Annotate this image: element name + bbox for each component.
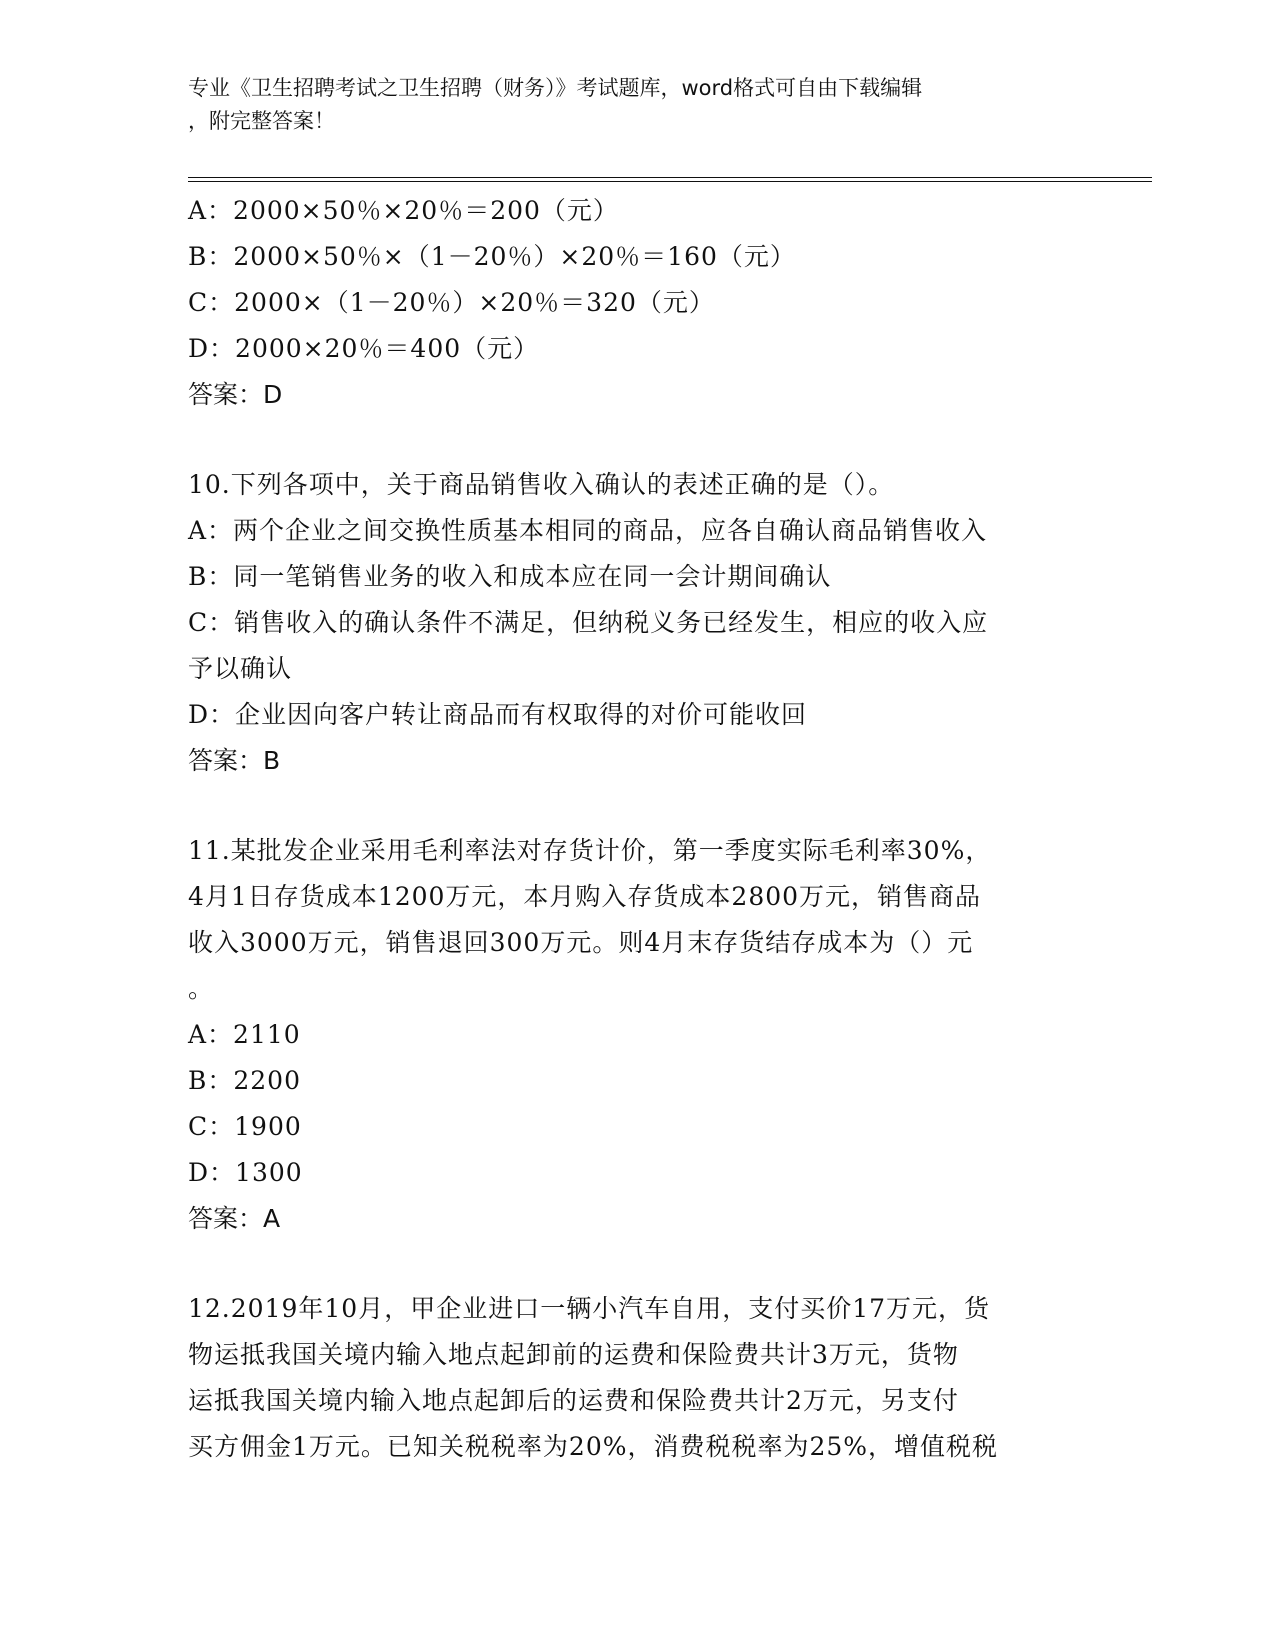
- header-line-1: 专业《卫生招聘考试之卫生招聘（财务）》考试题库，word格式可自由下载编辑: [188, 76, 923, 100]
- q9-option-c: C：2000×（1－20％）×20％＝320（元）: [188, 288, 715, 317]
- header-line-2: ，附完整答案！: [188, 109, 335, 133]
- q12-stem-line-1: 12.2019年10月，甲企业进口一辆小汽车自用，支付买价17万元，货: [188, 1294, 991, 1323]
- page-header: [188, 72, 1068, 138]
- q12-stem-line-3: 运抵我国关境内输入地点起卸后的运费和保险费共计2万元，另支付: [188, 1386, 959, 1415]
- q10-option-c-continued: 予以确认: [188, 654, 293, 683]
- q11-answer: 答案：A: [188, 1204, 281, 1233]
- q9-option-a: A：2000×50％×20％＝200（元）: [188, 196, 619, 225]
- question-11: [188, 828, 1088, 1242]
- q11-stem-line-3: 收入3000万元，销售退回300万元。则4月末存货结存成本为（）元: [188, 928, 974, 957]
- q10-option-d: D：企业因向客户转让商品而有权取得的对价可能收回: [188, 700, 808, 729]
- header-divider: [188, 177, 1152, 182]
- q11-stem-line-1: 11.某批发企业采用毛利率法对存货计价，第一季度实际毛利率30%，: [188, 836, 992, 865]
- q9-answer: 答案：D: [188, 380, 283, 409]
- q10-option-a: A：两个企业之间交换性质基本相同的商品，应各自确认商品销售收入: [188, 516, 988, 545]
- question-9: [188, 188, 1088, 418]
- question-list: [188, 188, 1088, 1470]
- q10-option-c: C：销售收入的确认条件不满足，但纳税义务已经发生，相应的收入应: [188, 608, 989, 637]
- q11-option-a: A：2110: [188, 1020, 301, 1049]
- q10-answer: 答案：B: [188, 746, 281, 775]
- q10-option-b: B：同一笔销售业务的收入和成本应在同一会计期间确认: [188, 562, 832, 591]
- q10-stem: 10.下列各项中，关于商品销售收入确认的表述正确的是（）。: [188, 470, 895, 499]
- q11-option-d: D：1300: [188, 1158, 303, 1187]
- q9-option-b: B：2000×50％×（1－20％）×20％＝160（元）: [188, 242, 796, 271]
- q11-option-b: B：2200: [188, 1066, 301, 1095]
- q11-stem-line-4: 。: [188, 974, 215, 1003]
- q9-option-d: D：2000×20％＝400（元）: [188, 334, 540, 363]
- question-12: [188, 1286, 1088, 1470]
- q12-stem-line-4: 买方佣金1万元。已知关税税率为20%，消费税税率为25%，增值税税: [188, 1432, 999, 1461]
- q11-option-c: C：1900: [188, 1112, 302, 1141]
- q11-stem-line-2: 4月1日存货成本1200万元，本月购入存货成本2800万元，销售商品: [188, 882, 982, 911]
- question-10: [188, 462, 1088, 784]
- q12-stem-line-2: 物运抵我国关境内输入地点起卸前的运费和保险费共计3万元，货物: [188, 1340, 959, 1369]
